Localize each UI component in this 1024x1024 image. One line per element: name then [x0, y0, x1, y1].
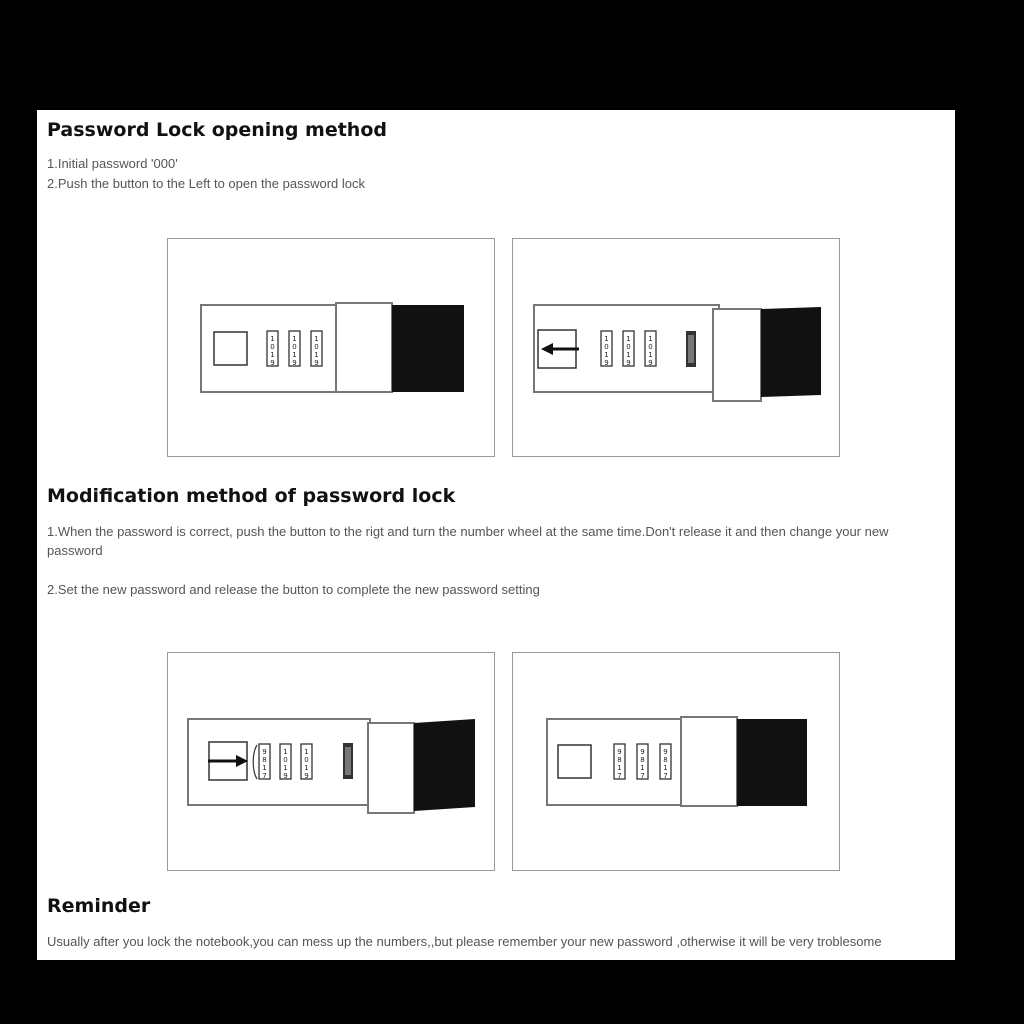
wheel-digit: 9 — [604, 359, 609, 367]
wheel-digit: 9 — [663, 748, 668, 756]
wheel-digit: 7 — [617, 772, 622, 780]
wheel-digit: 8 — [663, 756, 668, 764]
wheel-digit: 0 — [270, 343, 275, 351]
wheel-digit: 1 — [283, 764, 288, 772]
wheel-digit: 0 — [626, 343, 631, 351]
lock-open-drawing — [513, 239, 840, 457]
strap-buckle — [336, 303, 392, 392]
lock-new-code-drawing — [513, 653, 840, 871]
modification-step-1-cont: password — [47, 543, 103, 558]
wheel-digit: 1 — [604, 335, 609, 343]
wheel-digit: 1 — [314, 351, 319, 359]
wheel-digit: 1 — [283, 748, 288, 756]
strap-buckle — [368, 723, 414, 813]
wheel-digit: 0 — [283, 756, 288, 764]
illustration-open — [512, 238, 840, 457]
modification-step-2: 2.Set the new password and release the button to complete the new password setting — [47, 582, 540, 597]
wheel-digit: 0 — [292, 343, 297, 351]
strap-icon — [737, 719, 807, 806]
modification-step-1: 1.When the password is correct, push the button to the rigt and turn the number wheel at the same time.Don't release it and then change your new — [47, 524, 889, 539]
wheel-digit: 1 — [663, 764, 668, 772]
illustration-locked — [167, 238, 495, 457]
wheel-digit: 1 — [262, 764, 267, 772]
wheel-digit: 9 — [304, 772, 309, 780]
wheel-digit: 0 — [304, 756, 309, 764]
lock-button-icon — [558, 745, 591, 778]
wheel-digit: 9 — [283, 772, 288, 780]
reminder-text: Usually after you lock the notebook,you can mess up the numbers,,but please remember your new password ,otherwise it will be very troblesome — [47, 934, 882, 949]
lock-setting-drawing — [168, 653, 495, 871]
strap-icon — [392, 305, 464, 392]
wheel-digit: 7 — [663, 772, 668, 780]
opening-step-1: 1.Initial password '000' — [47, 156, 178, 171]
lock-button-icon — [214, 332, 247, 365]
wheel-digit: 9 — [626, 359, 631, 367]
section-title-reminder: Reminder — [47, 895, 151, 917]
opening-step-2: 2.Push the button to the Left to open the password lock — [47, 176, 365, 191]
wheel-digit: 8 — [640, 756, 645, 764]
strap-icon — [414, 719, 475, 811]
strap-buckle — [713, 309, 761, 401]
strap-icon — [761, 307, 821, 397]
catch-icon — [686, 331, 696, 367]
wheel-digit: 1 — [304, 764, 309, 772]
wheel-digit: 1 — [626, 351, 631, 359]
wheel-digit: 9 — [270, 359, 275, 367]
wheel-digit: 9 — [292, 359, 297, 367]
wheel-digit: 9 — [617, 748, 622, 756]
wheel-digit: 1 — [270, 351, 275, 359]
strap-buckle — [681, 717, 737, 806]
lock-locked-drawing — [168, 239, 495, 457]
wheel-digit: 0 — [648, 343, 653, 351]
wheel-digit: 1 — [648, 351, 653, 359]
wheel-digit: 1 — [640, 764, 645, 772]
wheel-digit: 7 — [640, 772, 645, 780]
wheel-digit: 1 — [604, 351, 609, 359]
section-title-opening: Password Lock opening method — [47, 119, 387, 141]
instruction-sheet — [37, 110, 955, 960]
wheel-digit: 1 — [314, 335, 319, 343]
section-title-modification: Modification method of password lock — [47, 485, 456, 507]
wheel-digit: 9 — [314, 359, 319, 367]
wheel-digit: 1 — [292, 351, 297, 359]
wheel-digit: 1 — [292, 335, 297, 343]
wheel-digit: 9 — [648, 359, 653, 367]
wheel-digit: 1 — [626, 335, 631, 343]
catch-icon — [343, 743, 353, 779]
wheel-digit: 1 — [270, 335, 275, 343]
wheel-digit: 7 — [262, 772, 267, 780]
wheel-digit: 1 — [304, 748, 309, 756]
wheel-digit: 9 — [640, 748, 645, 756]
wheel-digit: 8 — [262, 756, 267, 764]
wheel-digit: 0 — [314, 343, 319, 351]
illustration-new-code — [512, 652, 840, 871]
wheel-digit: 0 — [604, 343, 609, 351]
wheel-digit: 9 — [262, 748, 267, 756]
wheel-digit: 1 — [617, 764, 622, 772]
illustration-setting-code — [167, 652, 495, 871]
wheel-digit: 8 — [617, 756, 622, 764]
wheel-digit: 1 — [648, 335, 653, 343]
